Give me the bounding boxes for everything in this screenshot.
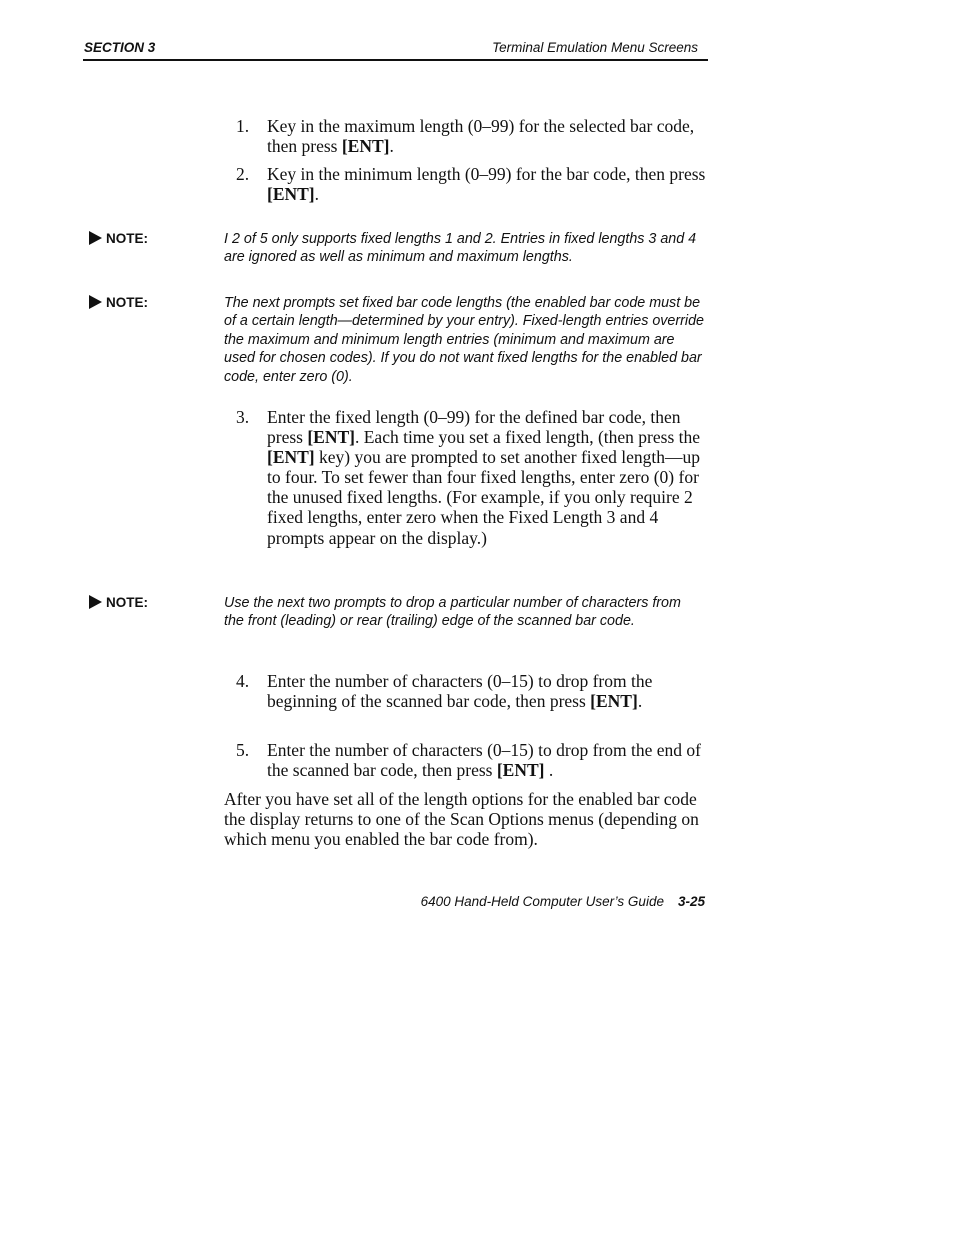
note-label: NOTE: bbox=[106, 231, 148, 246]
triangle-pointer-icon bbox=[89, 231, 102, 245]
ent-key: [ENT] bbox=[496, 760, 545, 781]
closing-paragraph: After you have set all of the length options for the enabled bar code the display returns to one of the Scan Options menus (depending on which menu you enabled the bar code from). bbox=[224, 789, 699, 850]
step-number: 4. bbox=[236, 671, 250, 691]
note-text: Use the next two prompts to drop a particular number of characters from the front (leading) or rear (trailing) edge of the scanned bar code. bbox=[224, 595, 681, 630]
step-4 bbox=[236, 671, 706, 711]
note-text: I 2 of 5 only supports fixed lengths 1 and 2. Entries in fixed lengths 3 and 4 are ignored as well as minimum and maximum lengths. bbox=[224, 231, 697, 266]
step-5 bbox=[236, 740, 706, 780]
ent-key: [ENT] bbox=[267, 184, 315, 205]
section-label: SECTION 3 bbox=[84, 40, 156, 55]
page-header bbox=[83, 39, 708, 61]
step-text: Enter the number of characters (0–15) to drop from the beginning of the scanned bar code, then press [ENT]. bbox=[267, 671, 653, 712]
note-label: NOTE: bbox=[106, 595, 148, 610]
page-number: 3-25 bbox=[677, 894, 705, 909]
ent-key: [ENT] bbox=[267, 447, 315, 468]
note-marker bbox=[89, 231, 148, 246]
note-marker bbox=[89, 595, 148, 610]
step-text: Key in the minimum length (0–99) for the bar code, then press [ENT]. bbox=[267, 164, 706, 205]
step-3 bbox=[236, 407, 706, 548]
note-text: The next prompts set fixed bar code lengths (the enabled bar code must be of a certain length—determined by your entry). Fixed-length entries override the maximum and minimum length entries (minimum and maximum are used for chosen codes). If you do not want fixed lengths for the enabled bar code, enter zero (0). bbox=[224, 295, 704, 385]
step-number: 2. bbox=[236, 164, 250, 184]
note-label: NOTE: bbox=[106, 295, 148, 310]
step-number: 5. bbox=[236, 740, 250, 760]
step-2 bbox=[236, 164, 706, 204]
triangle-pointer-icon bbox=[89, 595, 102, 609]
page-footer bbox=[300, 894, 705, 909]
step-1 bbox=[236, 116, 706, 156]
step-number: 3. bbox=[236, 407, 250, 427]
step-text: Key in the maximum length (0–99) for the selected bar code, then press [ENT]. bbox=[267, 116, 695, 157]
ent-key: [ENT] bbox=[307, 427, 355, 448]
footer-title: 6400 Hand-Held Computer User’s Guide bbox=[420, 894, 664, 909]
step-text: Enter the number of characters (0–15) to drop from the end of the scanned bar code, then press [ENT] . bbox=[267, 740, 701, 781]
step-number: 1. bbox=[236, 116, 250, 136]
ent-key: [ENT] bbox=[341, 136, 390, 157]
note-marker bbox=[89, 295, 148, 310]
ent-key: [ENT] bbox=[590, 691, 638, 712]
step-text: Enter the fixed length (0–99) for the defined bar code, then press [ENT]. Each time you set a fixed length, (then press the [ENT] key) you are prompted to set another fixed length—up to four. To set fewer than four fixed lengths, enter zero (0) for the unused fixed lengths. (For example, if you only require 2 fixed lengths, enter zero when the Fixed Length 3 and 4 prompts appear on the display.) bbox=[267, 407, 701, 548]
chapter-title: Terminal Emulation Menu Screens bbox=[492, 40, 698, 55]
triangle-pointer-icon bbox=[89, 295, 102, 309]
